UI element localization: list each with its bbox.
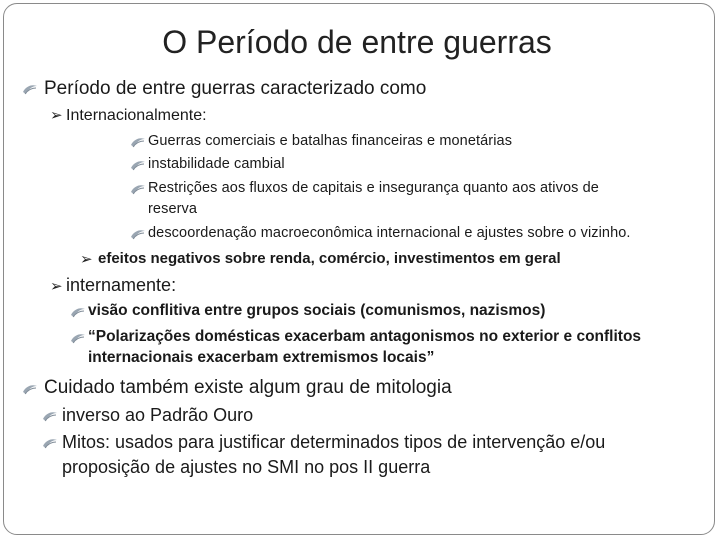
- bullet-icon: [42, 409, 58, 425]
- list-item-continuation: internacionais exacerbam extremismos locais”: [88, 349, 435, 366]
- slide-title: O Período de entre guerras: [162, 24, 552, 60]
- bullet-icon: [130, 158, 146, 174]
- subheading-efeitos: efeitos negativos sobre renda, comércio, investimentos em geral: [98, 250, 561, 267]
- bullet-icon: [130, 182, 146, 198]
- subheading-internacionalmente: Internacionalmente:: [66, 107, 207, 124]
- list-item: inverso ao Padrão Ouro: [62, 405, 254, 425]
- list-item: “Polarizações domésticas exacerbam antagonismos no exterior e conflitos: [88, 328, 642, 345]
- list-item-continuation: reserva: [148, 201, 198, 217]
- arrow-bullet-icon: ➢: [80, 251, 93, 268]
- bullet-icon: [42, 436, 58, 452]
- subheading-internamente: internamente:: [66, 275, 177, 295]
- list-item: Guerras comerciais e batalhas financeiras e monetárias: [148, 133, 513, 149]
- bullet-icon: [130, 135, 146, 151]
- list-item: instabilidade cambial: [148, 156, 285, 172]
- list-item-continuation: proposição de ajustes no SMI no pos II guerra: [62, 457, 431, 477]
- bullet-icon: [22, 382, 38, 398]
- bullet-icon: [70, 331, 86, 347]
- bullet-icon: [70, 305, 86, 321]
- bullet-text: Período de entre guerras caracterizado como: [44, 78, 427, 99]
- arrow-bullet-icon: ➢: [50, 278, 63, 295]
- list-item: Restrições aos fluxos de capitais e insegurança quanto aos ativos de: [148, 180, 599, 196]
- list-item: visão conflitiva entre grupos sociais (comunismos, nazismos): [88, 302, 546, 319]
- list-item: descoordenação macroeconômica internacional e ajustes sobre o vizinho.: [148, 225, 631, 241]
- bullet-icon: [130, 227, 146, 243]
- bullet-icon: [22, 82, 38, 98]
- arrow-bullet-icon: ➢: [50, 107, 63, 124]
- bullet-text: Cuidado também existe algum grau de mitologia: [44, 377, 452, 398]
- list-item: Mitos: usados para justificar determinados tipos de intervenção e/ou: [62, 432, 606, 452]
